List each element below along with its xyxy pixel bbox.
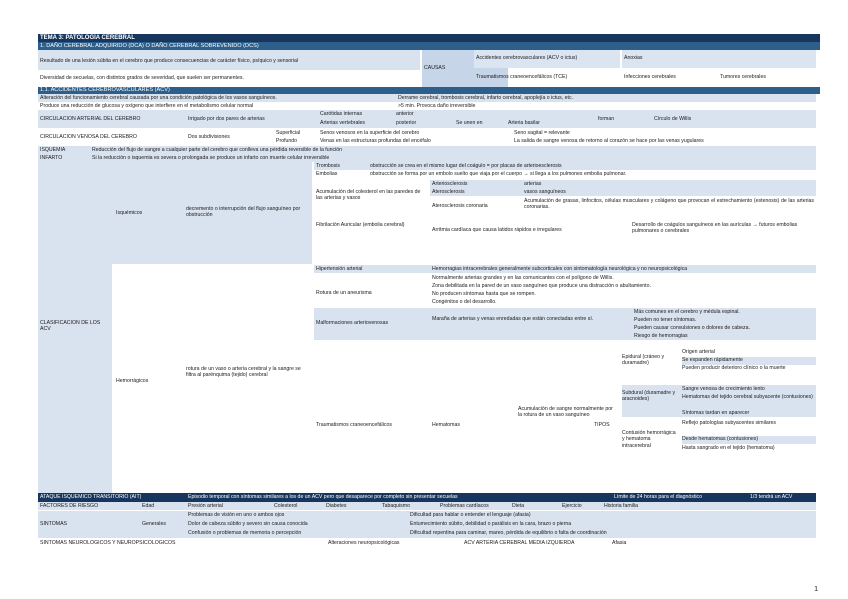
arteria-basilar: Arteria basilar xyxy=(508,120,541,126)
contusion-3: Hasta sangrado en el tejido (hematoma) xyxy=(682,445,775,451)
malformaciones-4: Riesgo de hemorragias xyxy=(634,333,688,339)
acv-definition: Alteración del funcionamiento cerebral causada por una condición patológica de los vasos sanguíneos. xyxy=(40,95,277,101)
venas-yugulares: La salida de sangre venosa de retorno al corazón se hace por las venas yugulares xyxy=(514,138,704,144)
hematomas-label: Hematomas xyxy=(432,422,460,428)
trombosis-label: Trombosis xyxy=(316,163,341,169)
sintoma-1a: Problemas de visión en uno o ambos ojos xyxy=(188,512,285,518)
aterosclerosis-desc: vasos sanguíneos xyxy=(524,189,566,195)
se-unen: Se unen en xyxy=(456,120,483,126)
subdural-3: Síntomas tardan en aparecer xyxy=(682,410,750,416)
subdural-2: Hematomas del tejido cerebral subyacente (contusiones) xyxy=(682,394,813,400)
malformaciones-label: Malformaciones arteriovenosas xyxy=(316,320,389,326)
ait-desc: Episodio temporal con síntomas similares a los de un ACV pero que desaparece por completo sin presentar secuelas xyxy=(188,494,458,500)
circulacion-venosa-label: CIRCULACIÓN VENOSA DEL CEREBRO xyxy=(40,134,137,140)
fibrilacion-auricular: Fibrilación Auricular (embolia cerebral) xyxy=(316,222,405,228)
sintoma-2a: Dolor de cabeza súbito y severo sin causa conocida xyxy=(188,521,308,527)
sintomas-neurologicos-label: SÍNTOMAS NEUROLÓGICOS Y NEUROPSICOLÓGICOS xyxy=(40,540,176,546)
hematoma-epidural: Epidural (cráneo y duramadre) xyxy=(622,354,665,367)
factor-edad: Edad xyxy=(142,503,155,509)
aneurisma-desc-1: Normalmente arterias grandes y en las comunicantes con el polígono de Willis. xyxy=(432,275,614,281)
section-1-1-heading: 1.1. ACCIDENTES CEREBROVASCULARES (ACV) xyxy=(38,87,820,94)
alteraciones-neuropsicologicas: Alteraciones neuropsicológicas xyxy=(328,540,400,546)
profundo-desc: Venas en las estructuras profundas del encéfalo xyxy=(320,138,431,144)
causa-anoxias: Anoxias xyxy=(622,50,816,68)
factor-colesterol: Colesterol xyxy=(274,503,298,509)
circulo-willis: Círculo de Willis xyxy=(654,116,692,122)
arteriosclerosis-desc: arterias xyxy=(524,181,542,187)
aterosclerosis-coronaria: Aterosclerosis coronaria xyxy=(432,203,488,209)
malformaciones-1: Más comunes en el cerebro y médula espinal. xyxy=(634,309,740,315)
acv-tiempo: >5 min. Provoca daño irreversible xyxy=(398,103,476,109)
causa-tumores: Tumores cerebrales xyxy=(720,74,766,80)
document-title: TEMA 3: PATOLOGÍA CEREBRAL xyxy=(38,34,820,42)
circulacion-arterial-label: CIRCULACIÓN ARTERIAL DEL CEREBRO xyxy=(40,116,141,122)
fibrilacion-desc-2: Desarrollo de coágulos sanguíneos en las aurículas → futuros embolias pulmonares o cerebrales xyxy=(632,222,798,235)
epidural-2: Se expanden rápidamente xyxy=(682,357,816,365)
isquemicos-desc: decremento o interrupción del flujo sanguíneo por obstrucción xyxy=(186,206,301,219)
superficial-desc: Senos venosos en la superficie del cerebro xyxy=(320,130,420,136)
vertebrales-posterior: posterior xyxy=(396,120,417,126)
isquemia-desc: Reducción del flujo de sangre a cualquier parte del cerebro que conlleva una pérdida reversible de la función xyxy=(92,147,343,153)
causa-tce: Traumatismos craneoencefálicos (TCE) xyxy=(476,74,568,80)
causas-label: CAUSAS xyxy=(422,50,508,87)
page-number: 1 xyxy=(814,586,818,593)
sintoma-2b: Entumecimiento súbito, debilidad o parálisis en la cara, brazo o pierna xyxy=(410,521,572,527)
sintomas-label: SÍNTOMAS xyxy=(40,521,67,527)
contusion-2: Desde hematomas (contusiones) xyxy=(682,436,816,444)
acumulacion-colesterol: Acumulación del colesterol en las paredes de las arterias y vasos xyxy=(316,189,421,202)
clasificacion-label: CLASIFICACIÓN DE LOS ACV xyxy=(40,320,101,333)
malformaciones-3: Pueden causar convulsiones o dolores de cabeza. xyxy=(634,325,750,331)
embolias-desc: obstrucción se forma por un embolo suelto que viaja por el cuerpo → si llega a los pulmones embolia pulmonar. xyxy=(370,171,627,177)
isquemicos-label: Isquémicos xyxy=(116,210,143,216)
sintomas-generales: Generales xyxy=(142,521,166,527)
aneurisma-desc-3: No producen síntomas hasta que se rompen. xyxy=(432,291,536,297)
aterosclerosis-coronaria-desc: Acumulación de grasas, linfocitos, células musculares y colágeno que provocan el estrechamiento (estenosis) de las arterias coronarias. xyxy=(524,198,814,211)
sintoma-3a: Confusión o problemas de memoria o percepción xyxy=(188,530,302,536)
rotura-aneurisma: Rotura de un aneurisma xyxy=(316,290,372,296)
sintoma-1b: Dificultad para hablar o entender el lenguaje (afasia) xyxy=(410,512,531,518)
dca-secuelas: Diversidad de secuelas, con distintos grados de severidad, que suelen ser permanentes. xyxy=(40,75,244,81)
embolias-label: Embolias xyxy=(316,171,338,177)
contusion-1: Reflejo patologías subyacentes similares xyxy=(682,420,777,426)
section-1-heading: 1. DAÑO CEREBRAL ADQUIRIDO (DCA) O DAÑO CEREBRAL SOBREVENIDO (DCS) xyxy=(38,42,820,50)
factor-problemas-cardiacos: Problemas cardíacos xyxy=(440,503,489,509)
hipertension-desc: Hemorragias intracerebrales generalmente subcorticales con sintomatología neurológica y no neuropsicológica xyxy=(432,266,688,272)
aneurisma-desc-4: Congénitos o del desarrollo. xyxy=(432,299,497,305)
dca-definition: Resultado de una lesión súbita en el cerebro que produce consecuencias de carácter físico, psíquico y sensorial xyxy=(38,50,420,70)
arterias-vertebrales: Arterias vertebrales xyxy=(320,120,365,126)
factor-diabetes: Diabetes xyxy=(326,503,347,509)
acv-arteria-cerebral-media: ACV ARTERIA CEREBRAL MEDIA IZQUIERDA xyxy=(464,540,575,546)
aneurisma-desc-2: Zona debilitada en la pared de un vaso sanguíneo que produce una distracción o abultamiento. xyxy=(432,283,651,289)
ait-label: ATAQUE ISQUÉMICO TRANSITORIO (AIT) xyxy=(40,494,142,500)
isquemia-label: ISQUEMIA xyxy=(40,147,66,153)
venosa-profundo: Profundo xyxy=(276,138,298,144)
circulacion-venosa-desc: Dos subdivisiones xyxy=(188,134,230,140)
afasia: Afasia xyxy=(612,540,627,546)
factor-dieta: Dieta xyxy=(512,503,525,509)
circulacion-arterial-desc: Irrigado por dos pares de arterias xyxy=(188,116,265,122)
malformaciones-2: Pueden no tener síntomas. xyxy=(634,317,697,323)
factor-presion: Presión arterial xyxy=(188,503,223,509)
infarto-label: INFARTO xyxy=(40,155,63,161)
causa-acv: Accidentes cerebrovasculares (ACV o ictus) xyxy=(474,50,620,68)
infarto-desc: Si la reducción o isquemia es severa o prolongada se produce un infarto con muerte celular irreversible xyxy=(92,155,330,161)
seno-sagital: Seno sagital = relevante xyxy=(514,130,570,136)
factor-tabaquismo: Tabaquismo xyxy=(382,503,410,509)
traumatismos-label: Traumatismos craneoencefálicos xyxy=(316,422,392,428)
venosa-superficial: Superficial xyxy=(276,130,301,136)
hemorragicos-desc: rotura de un vaso o arteria cerebral y la sangre se filtra al parénquima (tejido) cerebral xyxy=(186,366,301,379)
contusion-hemorragica: Contusión hemorrágica y hematoma intracerebral xyxy=(622,430,676,449)
malformaciones-desc: Maraña de arterias y venas enredadas que están conectadas entre sí. xyxy=(432,316,594,322)
hipertension-arterial: Hipertensión arterial xyxy=(316,266,363,272)
trombosis-desc: obstrucción se crea en el mismo lugar del coágulo = por placas de arterioesclerosis xyxy=(370,163,562,169)
forman-label: forman xyxy=(598,116,615,122)
carotidas-internas: Carótidas internas xyxy=(320,111,363,117)
factor-historia-familia: Historia familia xyxy=(604,503,639,509)
acv-sinonimos: Derrame cerebral, trombosis cerebral, infarto cerebral, apoplejía o ictus, etc. xyxy=(398,95,574,101)
subdural-1: Sangre venosa de crecimiento lento xyxy=(682,386,765,392)
ait-tercio: 1/3 tendrá un ACV xyxy=(750,494,793,500)
carotidas-anterior: anterior xyxy=(396,111,414,117)
arteriosclerosis: Arteriosclerosis xyxy=(432,181,468,187)
ait-limite: Límite de 24 horas para el diagnóstico xyxy=(614,494,702,500)
epidural-1: Origen arterial xyxy=(682,349,715,355)
fibrilacion-desc: Arritmia cardíaca que causa latidos rápidos e irregulares xyxy=(432,227,562,233)
hematomas-desc: Acumulación de sangre normalmente por la rotura de un vaso sanguíneo xyxy=(518,406,613,419)
factores-riesgo-label: FACTORES DE RIESGO xyxy=(40,503,99,509)
tipos-label: TIPOS xyxy=(594,422,610,428)
epidural-3: Pueden producir deterioro clínico o la muerte xyxy=(682,365,786,371)
aterosclerosis: Aterosclerosis xyxy=(432,189,465,195)
hemorragicos-label: Hemorrágicos xyxy=(116,378,149,384)
acv-reduccion: Produce una reducción de glucosa y oxígeno que interfiere en el metabolismo celular normal xyxy=(40,103,254,109)
hematoma-subdural: Subdural (duramadre y aracnoides) xyxy=(622,390,676,403)
causa-infecciones: Infecciones cerebrales xyxy=(624,74,676,80)
factor-ejercicio: Ejercicio xyxy=(562,503,582,509)
sintoma-3b: Dificultad repentina para caminar, mareo, pérdida de equilibrio o falta de coordinación xyxy=(410,530,607,536)
